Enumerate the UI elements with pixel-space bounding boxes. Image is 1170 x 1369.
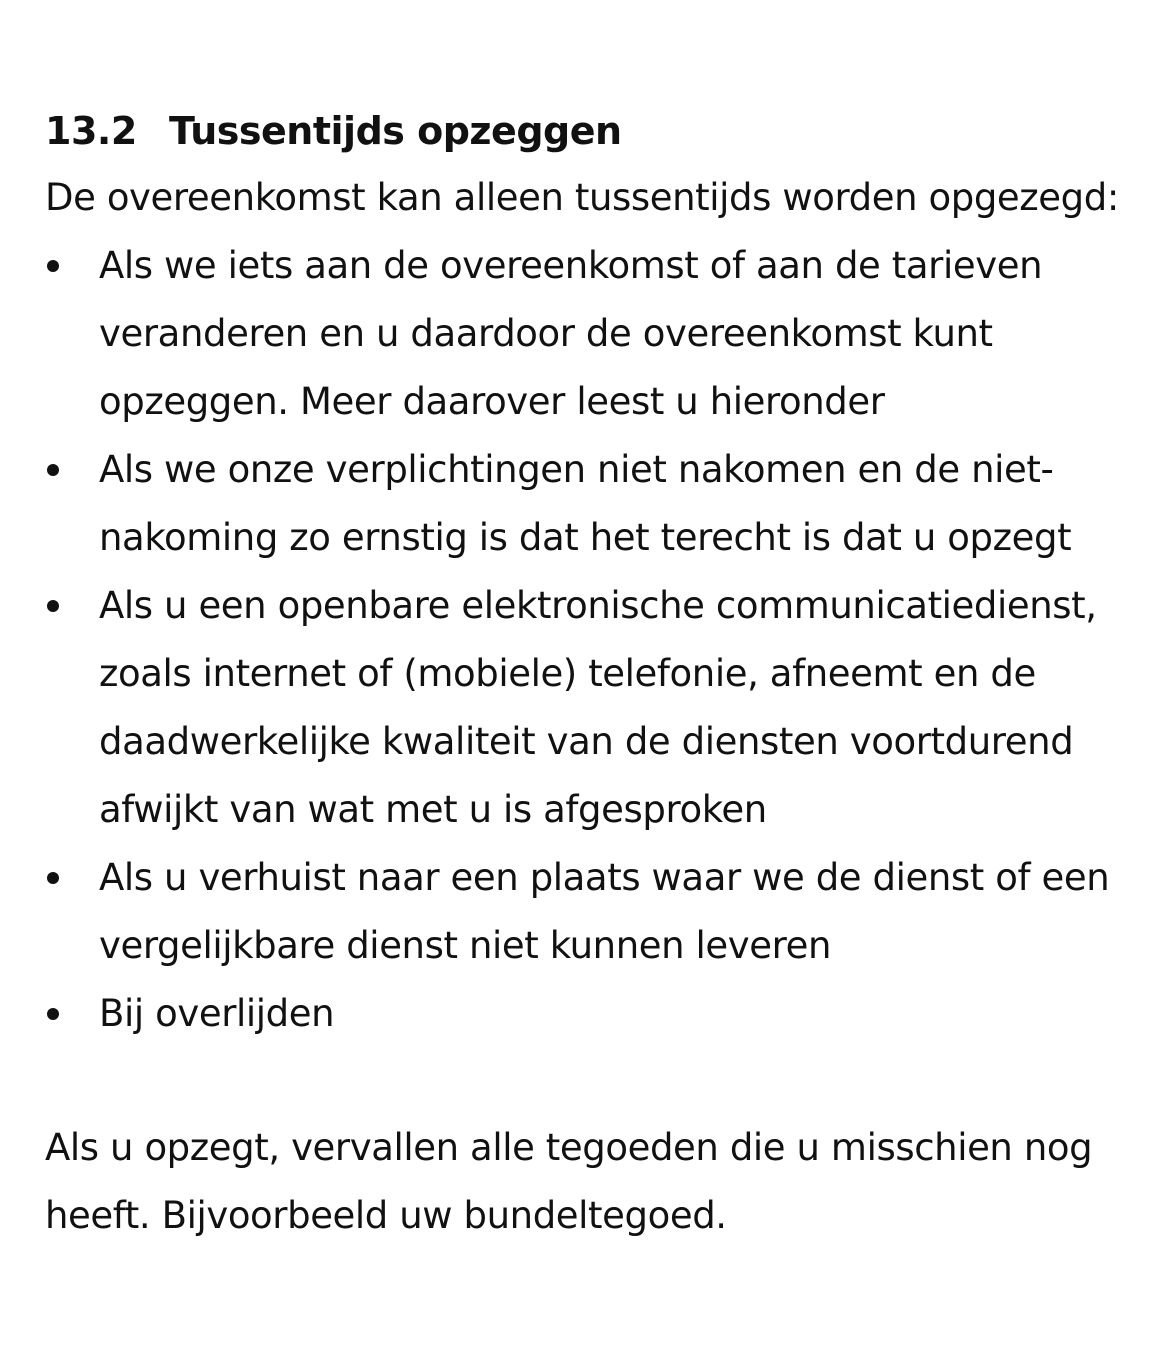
list-item-text: Als u verhuist naar een plaats waar we de dienst of een vergelijkbare dienst niet kunnen leveren [99, 856, 1110, 967]
list-item-text: Als we onze verplichtingen niet nakomen en de niet-nakoming zo ernstig is dat het terecht is dat u opzegt [99, 448, 1072, 559]
termination-conditions-list [45, 232, 1170, 1048]
list-item [45, 436, 1170, 572]
bullet-icon [47, 600, 59, 612]
document-section [45, 98, 1170, 1250]
list-item [45, 980, 1170, 1048]
section-title: Tussentijds opzeggen [169, 109, 622, 153]
closing-paragraph: Als u opzegt, vervallen alle tegoeden die u misschien nog heeft. Bijvoorbeeld uw bundeltegoed. [45, 1126, 1093, 1237]
bullet-icon [47, 260, 59, 272]
bullet-icon [47, 872, 59, 884]
list-item [45, 844, 1170, 980]
list-item [45, 232, 1170, 436]
list-item-text: Als we iets aan de overeenkomst of aan de tarieven veranderen en u daardoor de overeenkomst kunt opzeggen. Meer daarover leest u hieronder [99, 244, 1043, 423]
section-heading [45, 98, 1170, 164]
list-item [45, 572, 1170, 844]
intro-paragraph: De overeenkomst kan alleen tussentijds worden opgezegd: [45, 176, 1119, 219]
list-item-text: Als u een openbare elektronische communicatiedienst, zoals internet of (mobiele) telefonie, afneemt en de daadwerkelijke kwaliteit van de diensten voortdurend afwijkt van wat met u is afgesproken [99, 584, 1097, 831]
list-item-text: Bij overlijden [99, 992, 335, 1035]
bullet-icon [47, 464, 59, 476]
section-number: 13.2 [45, 109, 137, 153]
bullet-icon [47, 1008, 59, 1020]
